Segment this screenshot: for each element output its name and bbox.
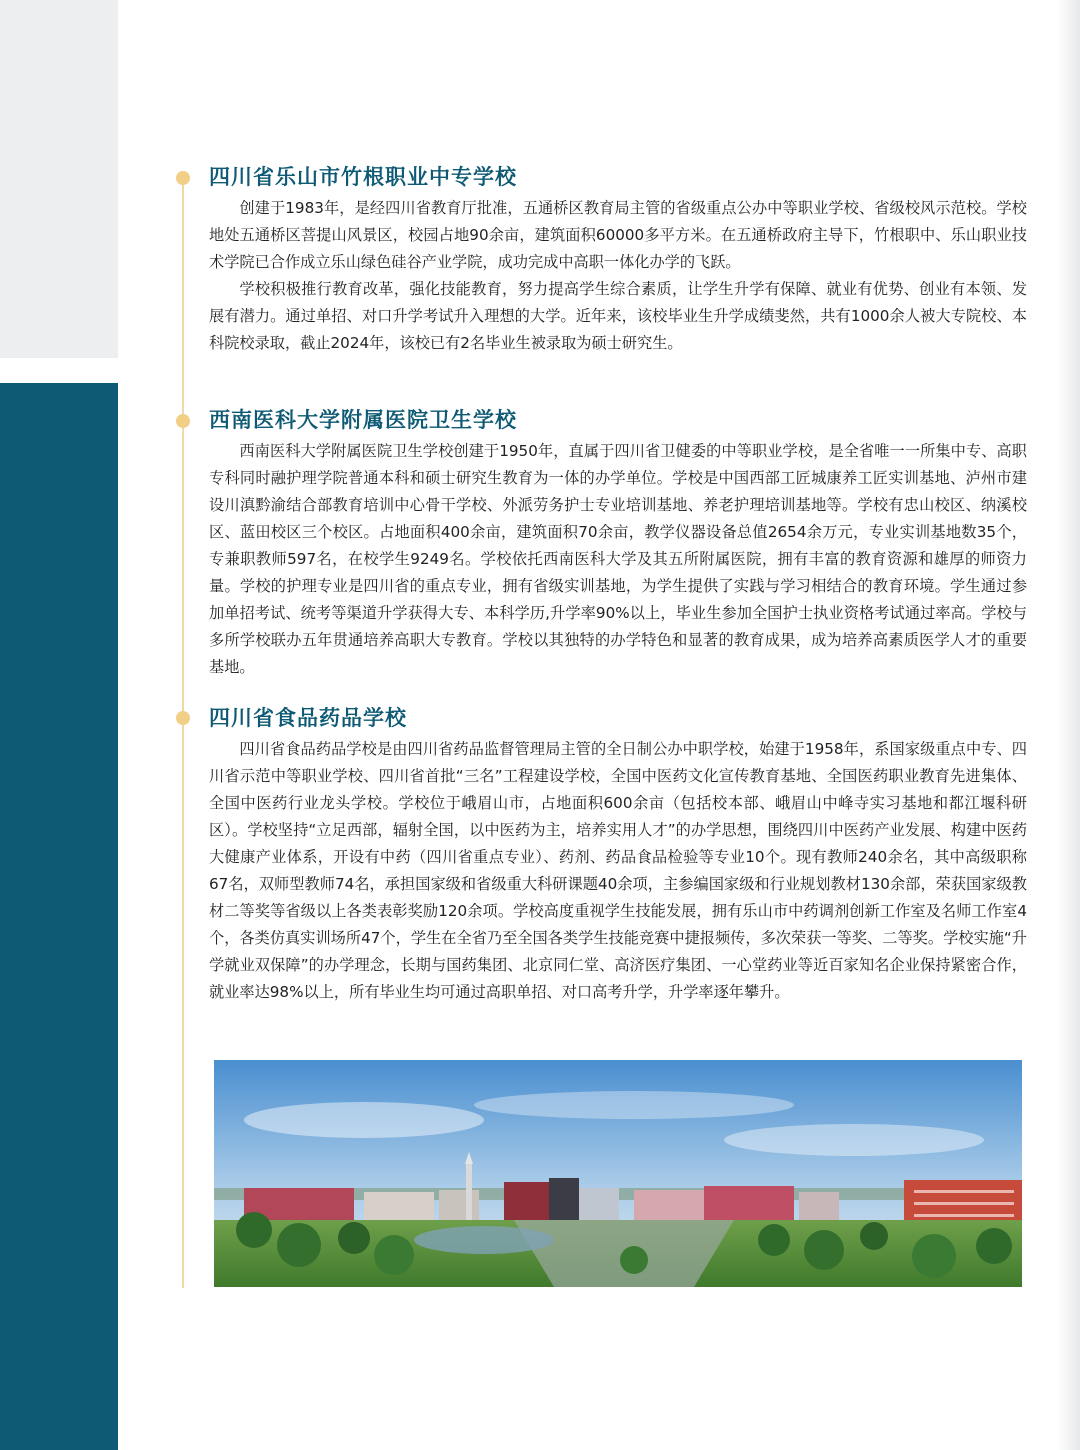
section-title: 四川省乐山市竹根职业中专学校 bbox=[209, 165, 517, 189]
timeline-dot bbox=[176, 711, 190, 725]
section-paragraph: 学校积极推行教育改革，强化技能教育，努力提高学生综合素质，让学生升学有保障、就业有优势、创业有本领、发展有潜力。通过单招、对口升学考试升入理想的大学。近年来，该校毕业生升学成绩斐然，共有1000余人被大专院校、本科院校录取，截止2024年，该校已有2名毕业生被录取为硕士研究生。 bbox=[209, 280, 1027, 352]
timeline-line bbox=[182, 178, 184, 1288]
campus-panorama-photo bbox=[214, 1060, 1022, 1287]
school-section-swmu-health bbox=[209, 406, 1027, 681]
section-paragraph: 创建于1983年，是经四川省教育厅批准，五通桥区教育局主管的省级重点公办中等职业学校、省级校风示范校。学校地处五通桥区菩提山风景区，校园占地90余亩，建筑面积60000多平方米。在五通桥政府主导下，竹根职中、乐山职业技术学院已合作成立乐山绿色硅谷产业学院，成功完成中高职一体化办学的飞跃。 bbox=[209, 199, 1027, 271]
page-edge-shadow bbox=[1056, 0, 1080, 1450]
school-section-food-drug bbox=[209, 704, 1027, 1006]
section-paragraph: 西南医科大学附属医院卫生学校创建于1950年，直属于四川省卫健委的中等职业学校，是全省唯一一所集中专、高职专科同时融护理学院普通本科和硕士研究生教育为一体的办学单位。学校是中国西部工匠城康养工匠实训基地、泸州市建设川滇黔渝结合部教育培训中心骨干学校、外派劳务护士专业培训基地、养老护理培训基地等。学校有忠山校区、纳溪校区、蓝田校区三个校区。占地面积400余亩，建筑面积70余亩，教学仪器设备总值2654余万元，专业实训基地数35个，专兼职教师597名，在校学生9249名。学校依托西南医科大学及其五所附属医院，拥有丰富的教育资源和雄厚的师资力量。学校的护理专业是四川省的重点专业，拥有省级实训基地，为学生提供了实践与学习相结合的教育环境。学生通过参加单招考试、统考等渠道升学获得大专、本科学历,升学率90%以上，毕业生参加全国护士执业资格考试通过率高。学校与多所学校联办五年贯通培养高职大专教育。学校以其独特的办学特色和显著的教育成果，成为培养高素质医学人才的重要基地。 bbox=[209, 442, 1027, 676]
left-band-gap bbox=[0, 358, 118, 383]
timeline-dot bbox=[176, 414, 190, 428]
school-section-zhugen bbox=[209, 163, 1027, 357]
left-band-light bbox=[0, 0, 118, 358]
timeline-dot bbox=[176, 171, 190, 185]
section-title: 四川省食品药品学校 bbox=[209, 706, 407, 730]
section-paragraph: 四川省食品药品学校是由四川省药品监督管理局主管的全日制公办中职学校，始建于1958年，系国家级重点中专、四川省示范中等职业学校、四川省首批“三名”工程建设学校，全国中医药文化宣传教育基地、全国医药职业教育先进集体、全国中医药行业龙头学校。学校位于峨眉山市，占地面积600余亩（包括校本部、峨眉山中峰寺实习基地和都江堰科研区）。学校坚持“立足西部，辐射全国，以中医药为主，培养实用人才”的办学思想，围绕四川中医药产业发展、构建中医药大健康产业体系，开设有中药（四川省重点专业）、药剂、药品食品检验等专业10个。现有教师240余名，其中高级职称67名，双师型教师74名，承担国家级和省级重大科研课题40余项，主参编国家级和行业规划教材130余部，荣获国家级教材二等奖等省级以上各类表彰奖励120余项。学校高度重视学生技能发展，拥有乐山市中药调剂创新工作室及名师工作室4个，各类仿真实训场所47个，学生在全省乃至全国各类学生技能竞赛中捷报频传，多次荣获一等奖、二等奖。学校实施“升学就业双保障”的办学理念，长期与国药集团、北京同仁堂、高济医疗集团、一心堂药业等近百家知名企业保持紧密合作，就业率达98%以上，所有毕业生均可通过高职单招、对口高考升学，升学率逐年攀升。 bbox=[209, 740, 1027, 1001]
section-title: 西南医科大学附属医院卫生学校 bbox=[209, 408, 517, 432]
left-band-dark bbox=[0, 383, 118, 1450]
